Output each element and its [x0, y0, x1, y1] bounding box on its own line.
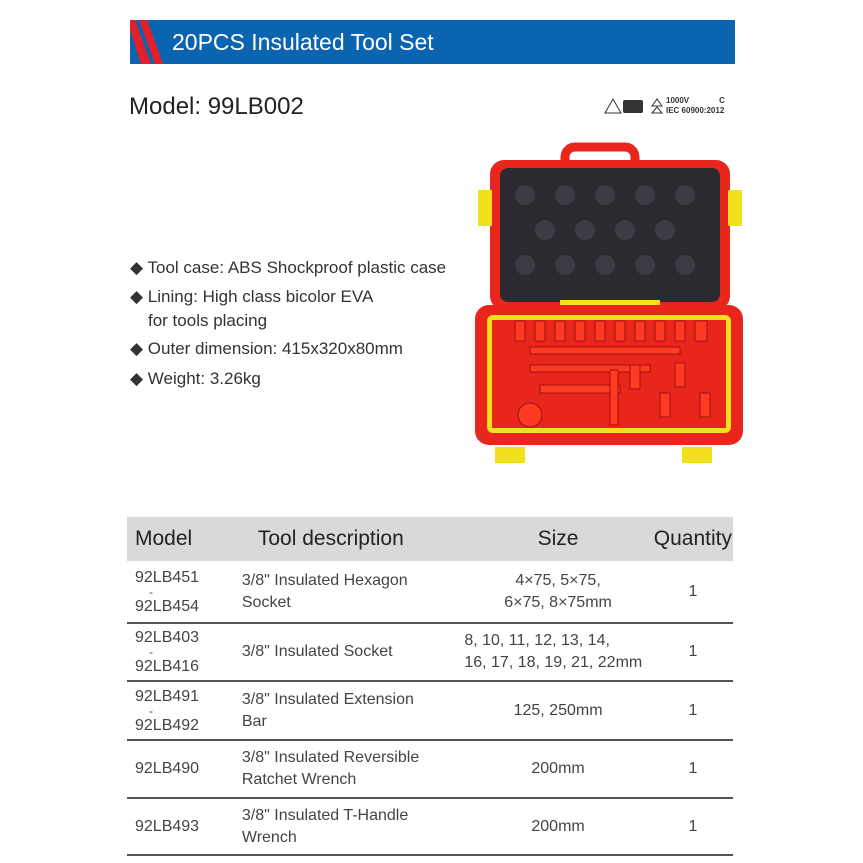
feature-item: ◆ Weight: 3.26kg — [130, 369, 261, 388]
size-line: 16, 17, 18, 19, 21, 22mm — [464, 654, 643, 671]
voltage-rating: 1000V — [666, 96, 690, 105]
header-size: Size — [463, 517, 652, 561]
header-description: Tool description — [238, 517, 463, 561]
tool-case-image — [470, 135, 748, 475]
model-from: 92LB403 — [135, 629, 200, 646]
range-dash: - — [149, 584, 153, 599]
size-line: 4×75, 5×75, — [515, 571, 601, 589]
model-code: 92LB493 — [135, 817, 200, 835]
feature-item: ◆ Lining: High class bicolor EVA — [130, 287, 374, 306]
model-code: 92LB490 — [135, 760, 200, 777]
feature-item: ◆ Outer dimension: 415x320x80mm — [130, 339, 403, 358]
feature-item-cont: for tools placing — [148, 311, 268, 330]
description-line: Bar — [241, 712, 267, 730]
title-banner — [127, 20, 735, 64]
model-to: 92LB416 — [135, 658, 200, 675]
description-line: 3/8" Insulated Reversible — [241, 749, 420, 766]
model-to: 92LB492 — [135, 716, 200, 734]
quantity-cell: 1 — [653, 798, 733, 855]
tool-table — [127, 517, 733, 856]
model-from: 92LB451 — [135, 568, 200, 586]
model-from: 92LB491 — [135, 687, 200, 705]
description-cell — [238, 561, 463, 623]
range-dash: - — [149, 703, 153, 718]
description-line: Wrench — [241, 828, 297, 846]
quantity-cell: 1 — [653, 681, 733, 740]
model-cell — [127, 561, 238, 623]
model-cell — [127, 681, 238, 740]
quantity-cell: 1 — [653, 623, 733, 681]
range-dash: - — [149, 645, 153, 659]
description-line: 3/8" Insulated T-Handle — [241, 806, 409, 824]
table-row — [127, 798, 733, 855]
description-line: 3/8" Insulated Socket — [241, 643, 393, 660]
description-line: Ratchet Wrench — [241, 771, 357, 788]
model-number: Model: 99LB002 — [129, 93, 304, 120]
table-row — [127, 561, 733, 623]
description-line: 3/8" Insulated Hexagon — [241, 571, 408, 589]
table-header — [127, 517, 733, 561]
warning-triangle-icon — [651, 98, 663, 114]
size-cell — [463, 561, 652, 623]
header-model: Model — [127, 517, 238, 561]
size-line: 6×75, 8×75mm — [504, 593, 612, 611]
header-quantity: Quantity — [653, 517, 733, 561]
description-cell — [238, 681, 463, 740]
description-cell — [238, 623, 463, 681]
banner-title: 20PCS Insulated Tool Set — [172, 29, 434, 55]
quantity-cell: 1 — [653, 740, 733, 798]
size-cell — [463, 623, 652, 681]
size-line: 125, 250mm — [513, 701, 603, 719]
description-line: 3/8" Insulated Extension — [241, 690, 414, 708]
size-line: 8, 10, 11, 12, 13, 14, — [464, 632, 610, 649]
model-cell — [127, 740, 238, 798]
cert-mark: C — [719, 96, 725, 105]
certification-marks — [604, 96, 725, 116]
description-cell — [238, 798, 463, 855]
size-line: 200mm — [531, 817, 585, 835]
description-line: Socket — [241, 593, 291, 611]
table-row — [127, 623, 733, 681]
size-cell — [463, 798, 652, 855]
model-to: 92LB454 — [135, 597, 200, 615]
description-cell — [238, 740, 463, 798]
size-cell — [463, 740, 652, 798]
table-row — [127, 740, 733, 798]
feature-item: ◆ Tool case: ABS Shockproof plastic case — [130, 258, 447, 277]
gs-certification-icon — [604, 98, 648, 114]
model-cell — [127, 798, 238, 855]
iec-standard: IEC 60900:2012 — [666, 106, 725, 115]
size-line: 200mm — [531, 760, 585, 777]
size-cell — [463, 681, 652, 740]
table-row — [127, 681, 733, 740]
red-stripes-logo — [127, 20, 167, 64]
model-cell — [127, 623, 238, 681]
quantity-cell: 1 — [653, 561, 733, 623]
